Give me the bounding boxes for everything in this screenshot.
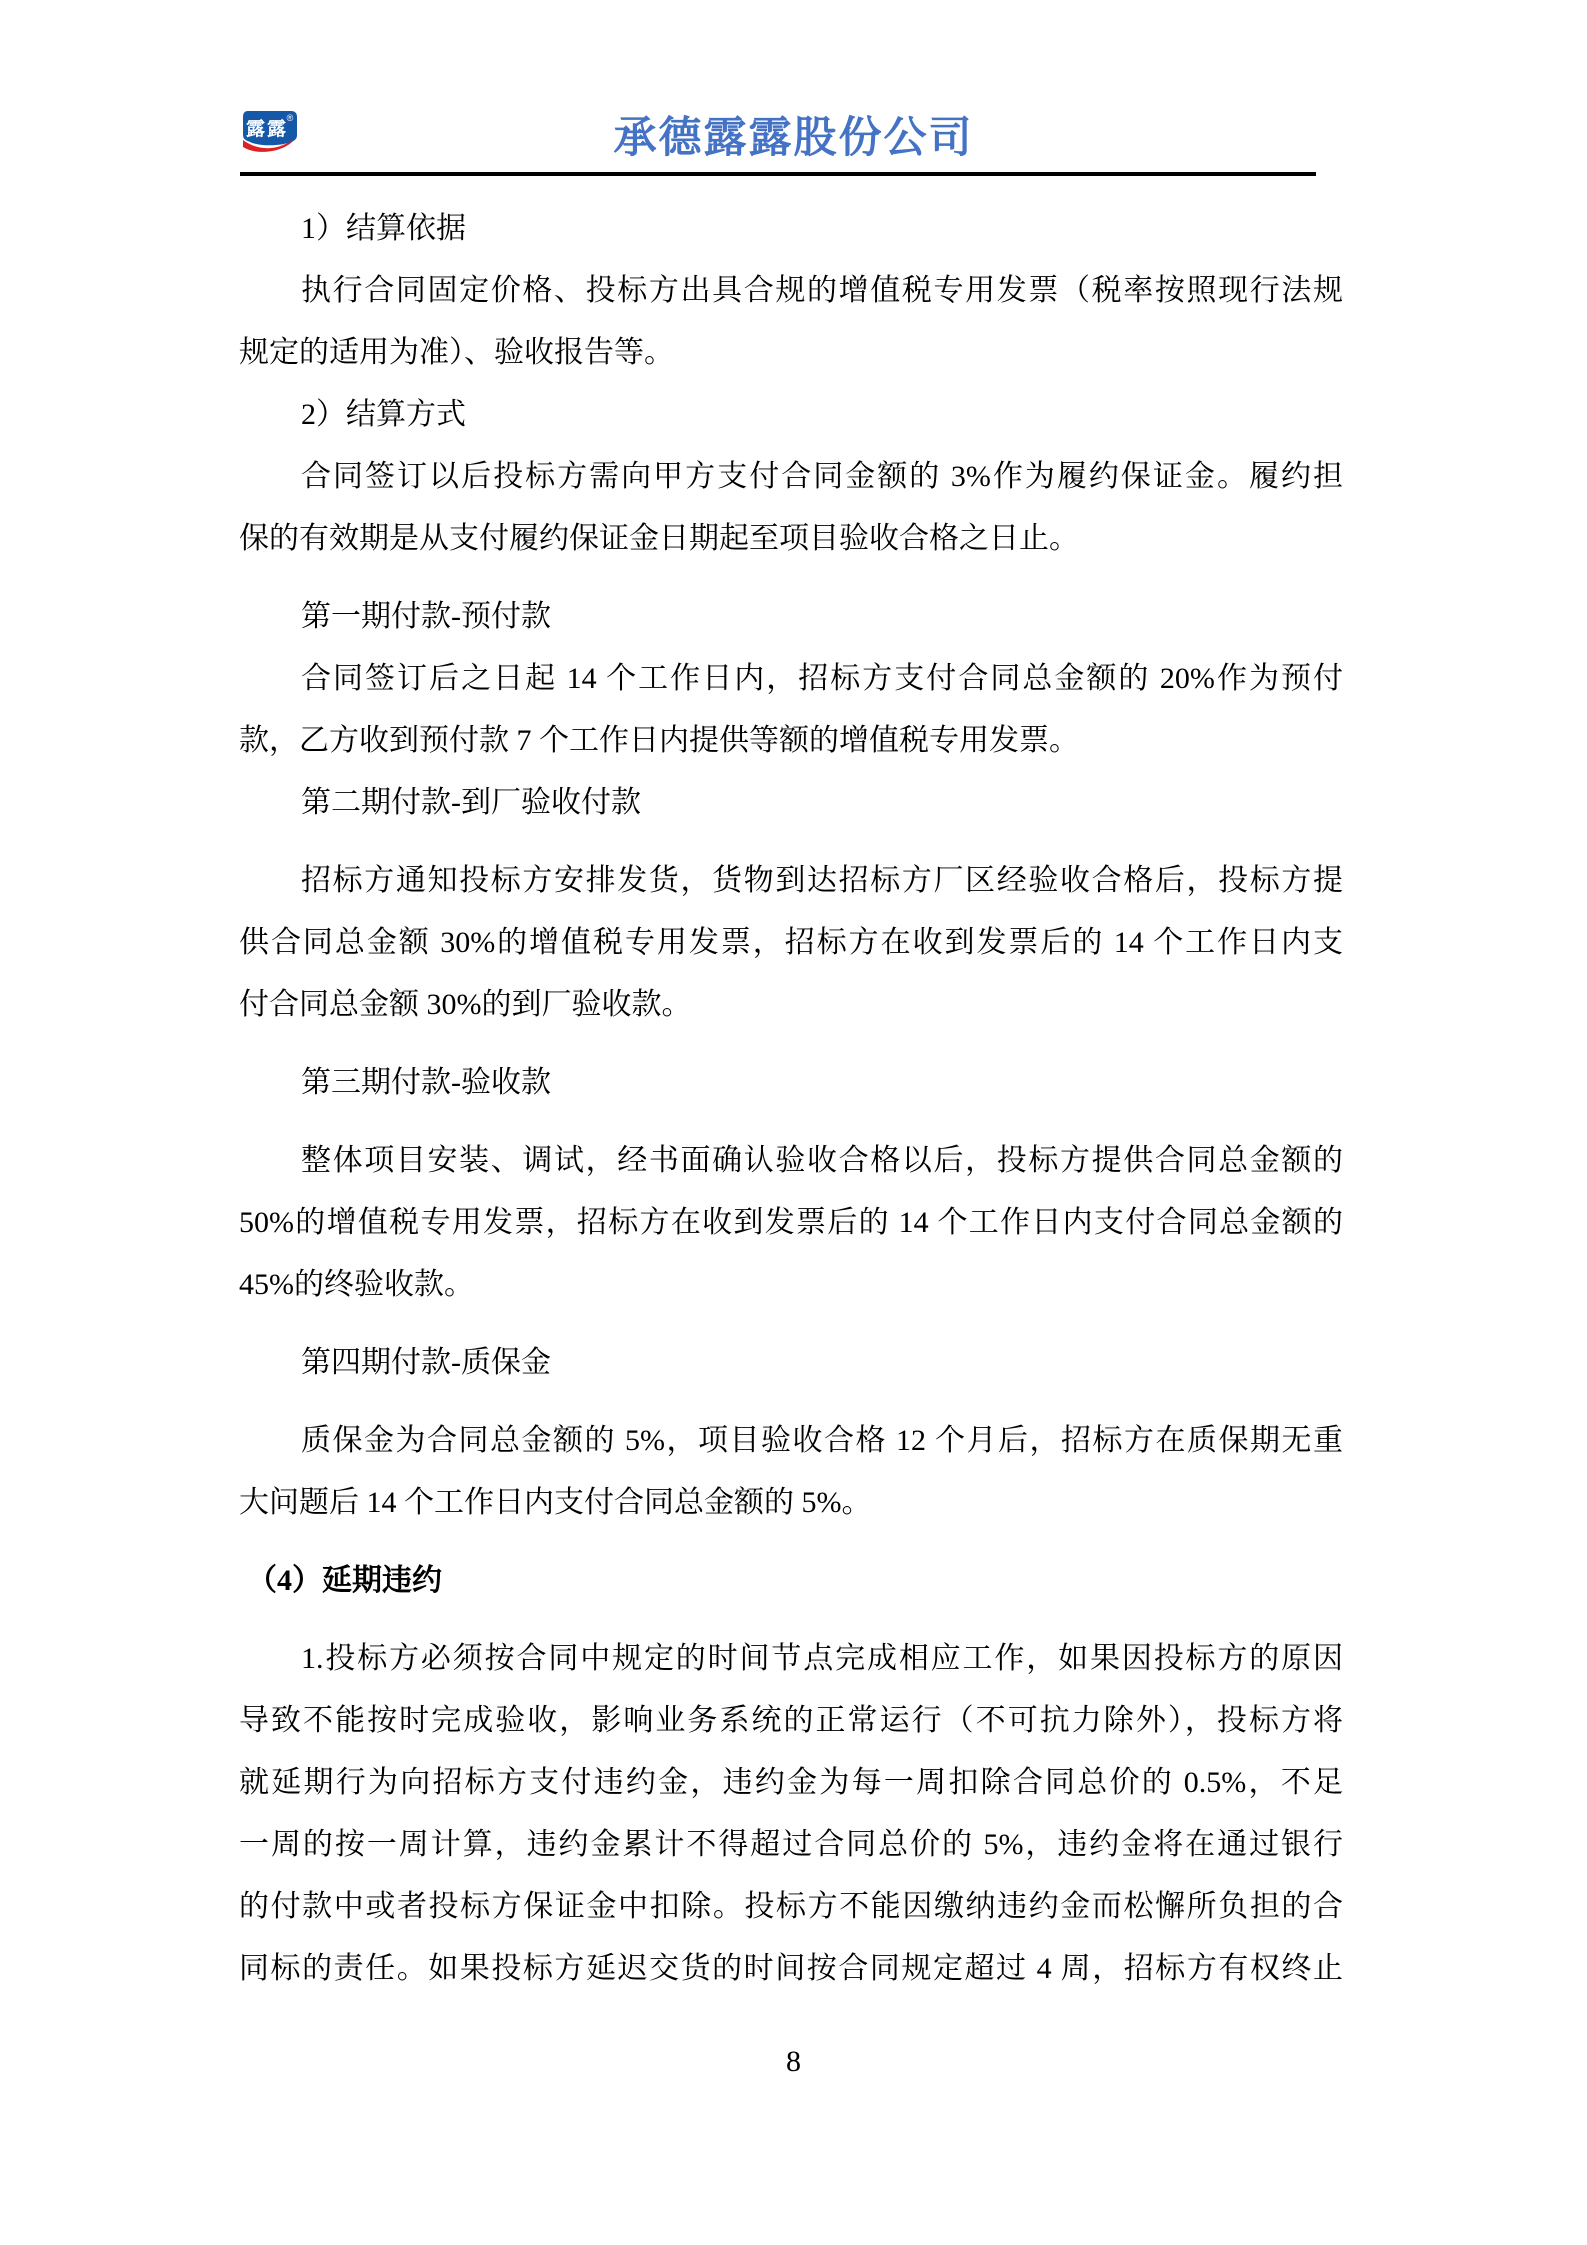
payment-phase-heading: 第一期付款-预付款 xyxy=(301,600,551,633)
payment-phase-heading: 第二期付款-到厂验收付款 xyxy=(301,786,641,819)
section-heading: （4）延期违约 xyxy=(247,1564,442,1597)
logo-registered-mark: ® xyxy=(286,113,294,123)
page-number: 8 xyxy=(786,2045,801,2078)
text-line: 合同签订以后投标方需向甲方支付合同金额的 3%作为履约保证金。履约担 xyxy=(301,460,1343,493)
text-line: 一周的按一周计算，违约金累计不得超过合同总价的 5%，违约金将在通过银行 xyxy=(239,1828,1343,1861)
text-line: 的付款中或者投标方保证金中扣除。投标方不能因缴纳违约金而松懈所负担的合 xyxy=(239,1890,1343,1923)
text-line: 供合同总金额 30%的增值税专用发票，招标方在收到发票后的 14 个工作日内支 xyxy=(239,926,1343,959)
text-line: 就延期行为向招标方支付违约金，违约金为每一周扣除合同总价的 0.5%，不足 xyxy=(239,1766,1343,1799)
text-line: 1.投标方必须按合同中规定的时间节点完成相应工作，如果因投标方的原因 xyxy=(301,1642,1343,1675)
header-divider xyxy=(240,172,1316,176)
text-line: 款，乙方收到预付款 7 个工作日内提供等额的增值税专用发票。 xyxy=(239,724,1079,757)
text-line: 付合同总金额 30%的到厂验收款。 xyxy=(239,988,692,1021)
text-line: 整体项目安装、调试，经书面确认验收合格以后，投标方提供合同总金额的 xyxy=(301,1144,1343,1177)
list-item: 2）结算方式 xyxy=(301,398,466,431)
payment-phase-heading: 第三期付款-验收款 xyxy=(301,1066,551,1099)
company-title: 承德露露股份公司 xyxy=(613,114,974,162)
text-line: 质保金为合同总金额的 5%，项目验收合格 12 个月后，招标方在质保期无重 xyxy=(301,1424,1343,1457)
text-line: 50%的增值税专用发票，招标方在收到发票后的 14 个工作日内支付合同总金额的 xyxy=(239,1206,1343,1239)
text-line: 招标方通知投标方安排发货，货物到达招标方厂区经验收合格后，投标方提 xyxy=(301,864,1343,897)
text-line: 同标的责任。如果投标方延迟交货的时间按合同规定超过 4 周，招标方有权终止 xyxy=(239,1952,1343,1985)
text-line: 规定的适用为准）、验收报告等。 xyxy=(239,336,674,369)
list-item: 1）结算依据 xyxy=(301,212,466,245)
text-line: 导致不能按时完成验收，影响业务系统的正常运行（不可抗力除外），投标方将 xyxy=(239,1704,1343,1737)
logo-brand-text: 露露 xyxy=(245,119,289,140)
text-line: 合同签订后之日起 14 个工作日内，招标方支付合同总金额的 20%作为预付 xyxy=(301,662,1343,695)
document-body xyxy=(239,198,1343,2000)
text-line: 保的有效期是从支付履约保证金日期起至项目验收合格之日止。 xyxy=(239,522,1079,555)
text-line: 45%的终验收款。 xyxy=(239,1268,474,1301)
page-footer xyxy=(0,2042,1587,2082)
payment-phase-heading: 第四期付款-质保金 xyxy=(301,1346,551,1379)
text-line: 执行合同固定价格、投标方出具合规的增值税专用发票（税率按照现行法规 xyxy=(301,274,1343,307)
text-line: 大问题后 14 个工作日内支付合同总金额的 5%。 xyxy=(239,1486,872,1519)
